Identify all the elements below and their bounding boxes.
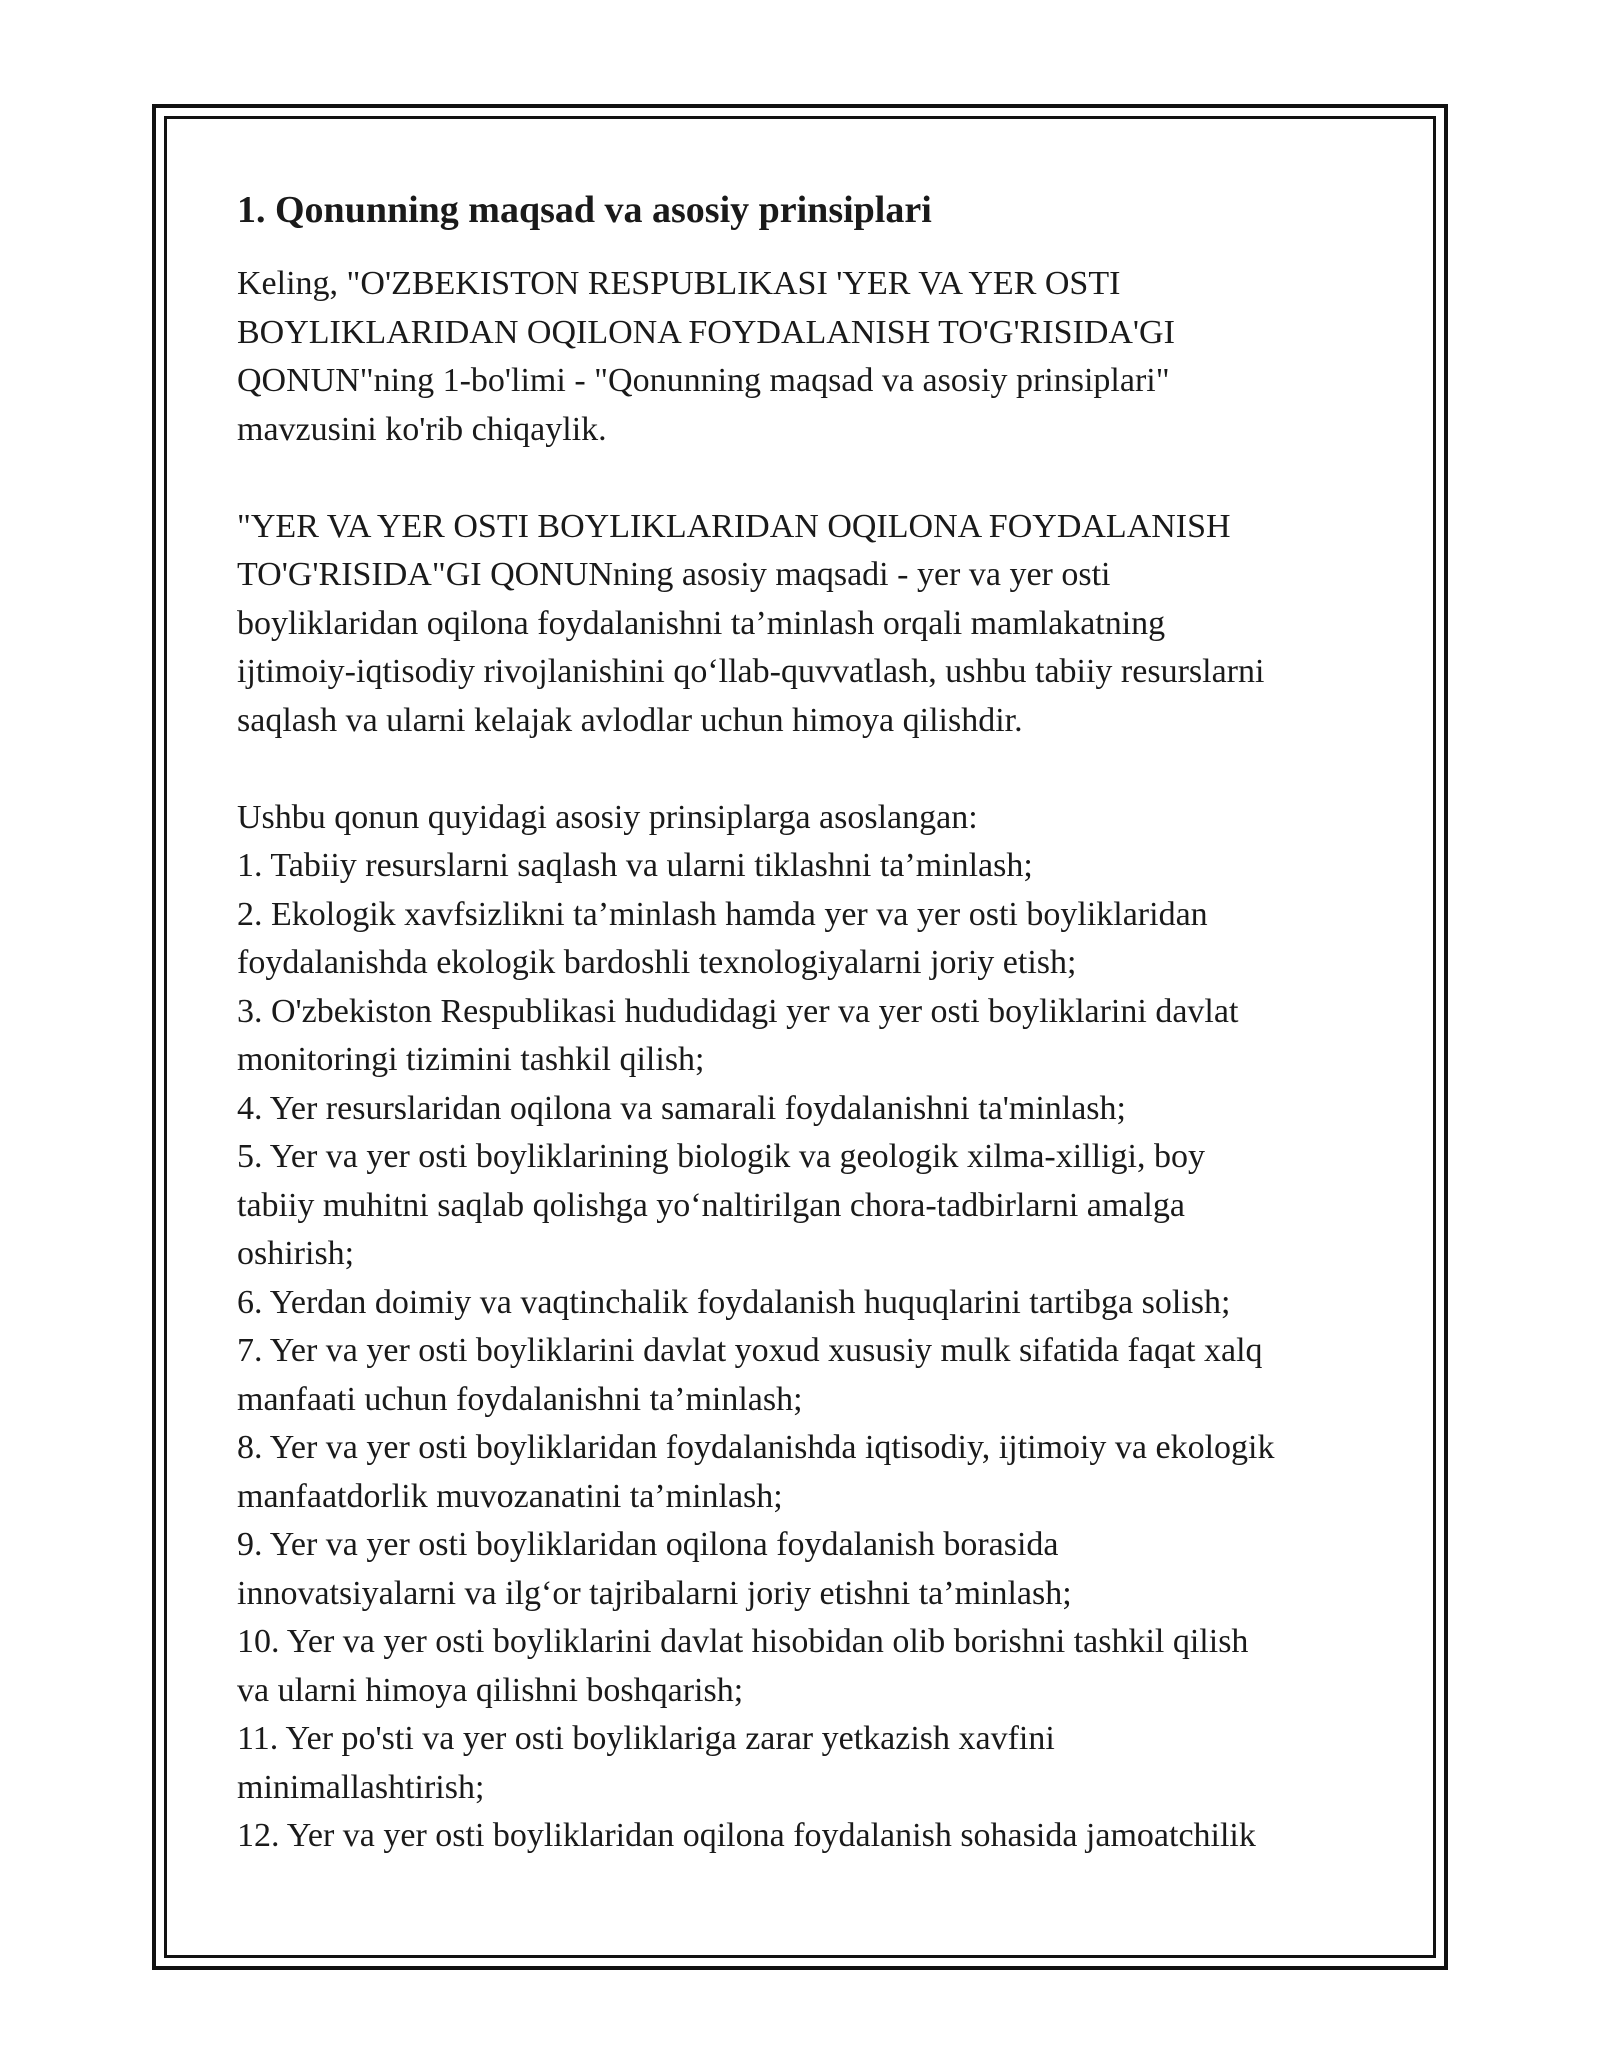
paragraph-spacer xyxy=(237,454,1382,503)
principle-item: 11. Yer po'sti va yer osti boyliklariga zarar yetkazish xavfini minimallashtirish; xyxy=(237,1720,1055,1806)
principle-item: 3. O'zbekiston Respublikasi hududidagi yer va yer osti boyliklarini davlat monitoringi tizimini tashkil qilish; xyxy=(237,992,1239,1078)
principle-item: 10. Yer va yer osti boyliklarini davlat hisobidan olib borishni tashkil qilish va ularni himoya qilishni boshqarish; xyxy=(237,1623,1249,1709)
document-body xyxy=(237,186,1382,1861)
principles-list xyxy=(237,842,1382,1861)
principle-item: 2. Ekologik xavfsizlikni ta’minlash hamda yer va yer osti boyliklaridan foydalanishda ekologik bardoshli texnologiyalarni joriy etish; xyxy=(237,895,1208,981)
principle-item: 8. Yer va yer osti boyliklaridan foydalanishda iqtisodiy, ijtimoiy va ekologik manfaatdorlik muvozanatini ta’minlash; xyxy=(237,1429,1275,1515)
principle-item: 1. Tabiiy resurslarni saqlash va ularni tiklashni ta’minlash; xyxy=(237,847,1033,884)
principle-item: 6. Yerdan doimiy va vaqtinchalik foydalanish huquqlarini tartibga solish; xyxy=(237,1283,1231,1321)
principle-item: 7. Yer va yer osti boyliklarini davlat yoxud xususiy mulk sifatida faqat xalq manfaati uchun foydalanishni ta’minlash; xyxy=(237,1332,1263,1418)
principle-item: 9. Yer va yer osti boyliklaridan oqilona foydalanish borasida innovatsiyalarni va ilg‘or tajribalarni joriy etishni ta’minlash; xyxy=(237,1526,1072,1612)
principle-item: 5. Yer va yer osti boyliklarining biologik va geologik xilma-xilligi, boy tabiiy muhitni saqlab qolishga yo‘naltirilgan chora-tadbirlarni amalga oshirish; xyxy=(237,1138,1205,1272)
section-heading: 1. Qonunning maqsad va asosiy prinsiplari xyxy=(237,189,932,231)
principles-intro: Ushbu qonun quyidagi asosiy prinsiplarga asoslangan: xyxy=(237,798,978,836)
intro-paragraph: Keling, "O'ZBEKISTON RESPUBLIKASI 'YER VA YER OSTI BOYLIKLARIDAN OQILONA FOYDALANISH TO'G'RISIDA'GI QONUN"ning 1-bo'limi - "Qonunning maqsad va asosiy prinsiplari" mavzusini ko'rib chiqaylik. xyxy=(237,265,1175,448)
purpose-paragraph: "YER VA YER OSTI BOYLIKLARIDAN OQILONA FOYDALANISH TO'G'RISIDA"GI QONUNning asosiy maqsadi - yer va yer osti boyliklaridan oqilona foydalanishni ta’minlash orqali mamlakatning ijtimoiy-iqtisodiy rivojlanishini qo‘llab-quvvatlash, ushbu tabiiy resurslarni saqlash va ularni kelajak avlodlar uchun himoya qilishdir. xyxy=(237,507,1265,739)
principle-item: 12. Yer va yer osti boyliklaridan oqilona foydalanish sohasida jamoatchilik xyxy=(237,1817,1256,1854)
paragraph-spacer xyxy=(237,745,1382,794)
principle-item: 4. Yer resurslaridan oqilona va samarali foydalanishni ta'minlash; xyxy=(237,1089,1126,1127)
